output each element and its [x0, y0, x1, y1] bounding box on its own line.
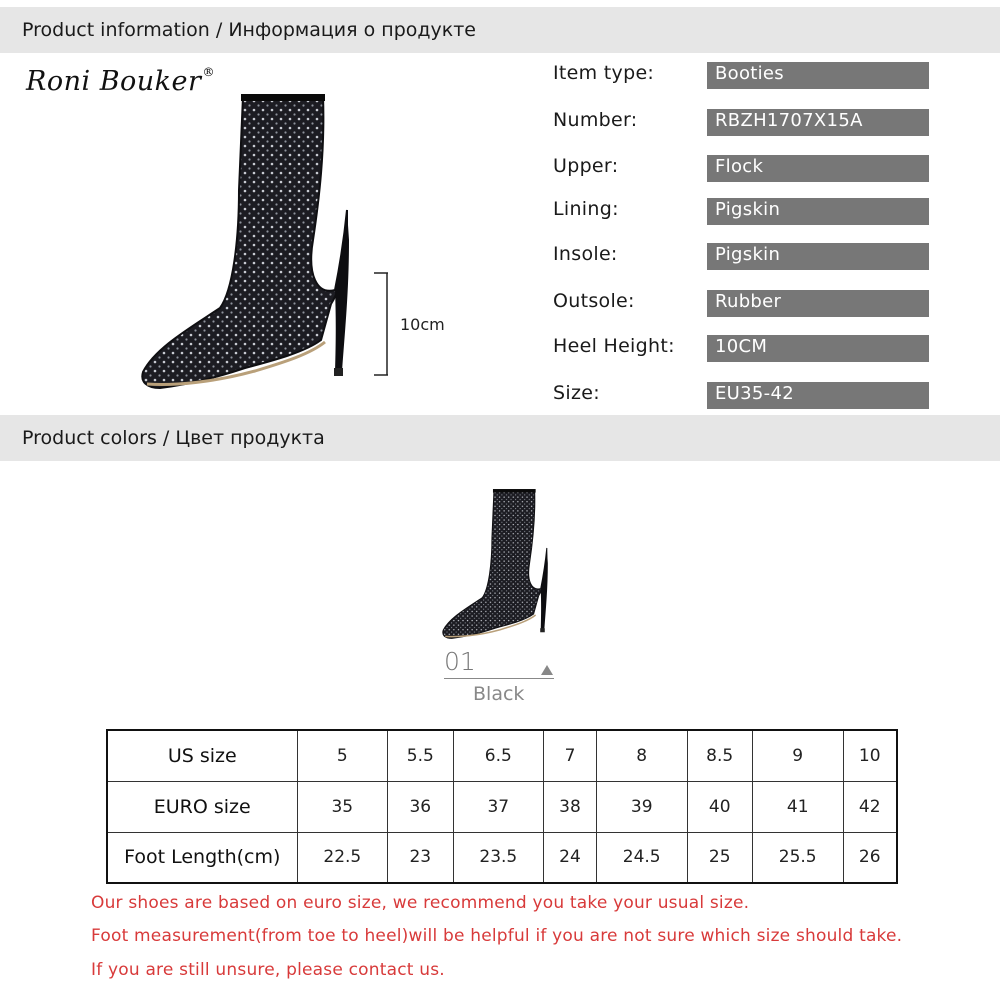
spec-row-number: [553, 109, 933, 137]
table-cell: 36: [388, 781, 453, 832]
spec-row-upper: [553, 155, 933, 183]
spec-row-size: [553, 382, 933, 410]
table-cell: 37: [453, 781, 544, 832]
row-header: EURO size: [107, 781, 297, 832]
size-chart-table: [106, 729, 898, 884]
size-note-measurement: Foot measurement(from toe to heel)will be helpful if you are not sure which size should take.: [91, 926, 903, 946]
boot-image-swatch[interactable]: [425, 487, 565, 647]
spec-label: Item type:: [553, 62, 655, 84]
heel-height-dimension-label: 10cm: [400, 315, 445, 334]
table-cell: 23.5: [453, 832, 544, 883]
table-cell: 8: [596, 730, 687, 781]
table-cell: 5.5: [388, 730, 453, 781]
spec-value: Booties: [707, 62, 929, 89]
size-note-euro: Our shoes are based on euro size, we recommend you take your usual size.: [91, 893, 750, 913]
table-cell: 38: [544, 781, 597, 832]
table-row-us-size: [107, 730, 897, 781]
table-cell: 6.5: [453, 730, 544, 781]
spec-row-insole: [553, 243, 933, 271]
spec-row-lining: [553, 198, 933, 226]
spec-value: Pigskin: [707, 243, 929, 270]
spec-value: Rubber: [707, 290, 929, 317]
spec-value: Pigskin: [707, 198, 929, 225]
spec-value: EU35-42: [707, 382, 929, 409]
table-cell: 41: [752, 781, 843, 832]
table-cell: 7: [544, 730, 597, 781]
table-cell: 40: [687, 781, 752, 832]
table-cell: 26: [843, 832, 897, 883]
spec-label: Outsole:: [553, 290, 635, 312]
table-cell: 10: [843, 730, 897, 781]
spec-value: RBZH1707X15A: [707, 109, 929, 136]
row-header: US size: [107, 730, 297, 781]
table-cell: 8.5: [687, 730, 752, 781]
triangle-up-icon: [541, 665, 553, 675]
spec-value: 10CM: [707, 335, 929, 362]
product-colors-header: [0, 415, 1000, 461]
brand-name: Roni Bouker: [26, 66, 202, 97]
row-header: Foot Length(cm): [107, 832, 297, 883]
table-cell: 39: [596, 781, 687, 832]
color-swatch-underline: [444, 678, 554, 679]
table-cell: 9: [752, 730, 843, 781]
table-row-foot-length: [107, 832, 897, 883]
registered-mark: ®: [202, 65, 215, 79]
table-row-euro-size: [107, 781, 897, 832]
spec-label: Upper:: [553, 155, 619, 177]
spec-label: Insole:: [553, 243, 618, 265]
heel-height-dimension-line: [372, 272, 390, 376]
size-note-contact: If you are still unsure, please contact us.: [91, 960, 445, 980]
color-swatch-name: Black: [473, 683, 525, 705]
table-cell: 23: [388, 832, 453, 883]
table-cell: 5: [297, 730, 388, 781]
table-cell: 25: [687, 832, 752, 883]
spec-row-heel-height: [553, 335, 933, 363]
product-information-title: Product information / Информация о продукте: [22, 19, 476, 41]
spec-row-item-type: [553, 62, 933, 90]
table-cell: 25.5: [752, 832, 843, 883]
spec-label: Number:: [553, 109, 638, 131]
spec-label: Lining:: [553, 198, 619, 220]
table-cell: 42: [843, 781, 897, 832]
spec-value: Flock: [707, 155, 929, 182]
table-cell: 35: [297, 781, 388, 832]
table-cell: 22.5: [297, 832, 388, 883]
boot-image-main: [135, 90, 355, 405]
product-colors-title: Product colors / Цвет продукта: [22, 427, 325, 449]
spec-label: Heel Height:: [553, 335, 675, 357]
spec-row-outsole: [553, 290, 933, 318]
table-cell: 24.5: [596, 832, 687, 883]
color-swatch-number: 01: [444, 647, 476, 676]
product-information-header: [0, 7, 1000, 53]
spec-label: Size:: [553, 382, 600, 404]
table-cell: 24: [544, 832, 597, 883]
